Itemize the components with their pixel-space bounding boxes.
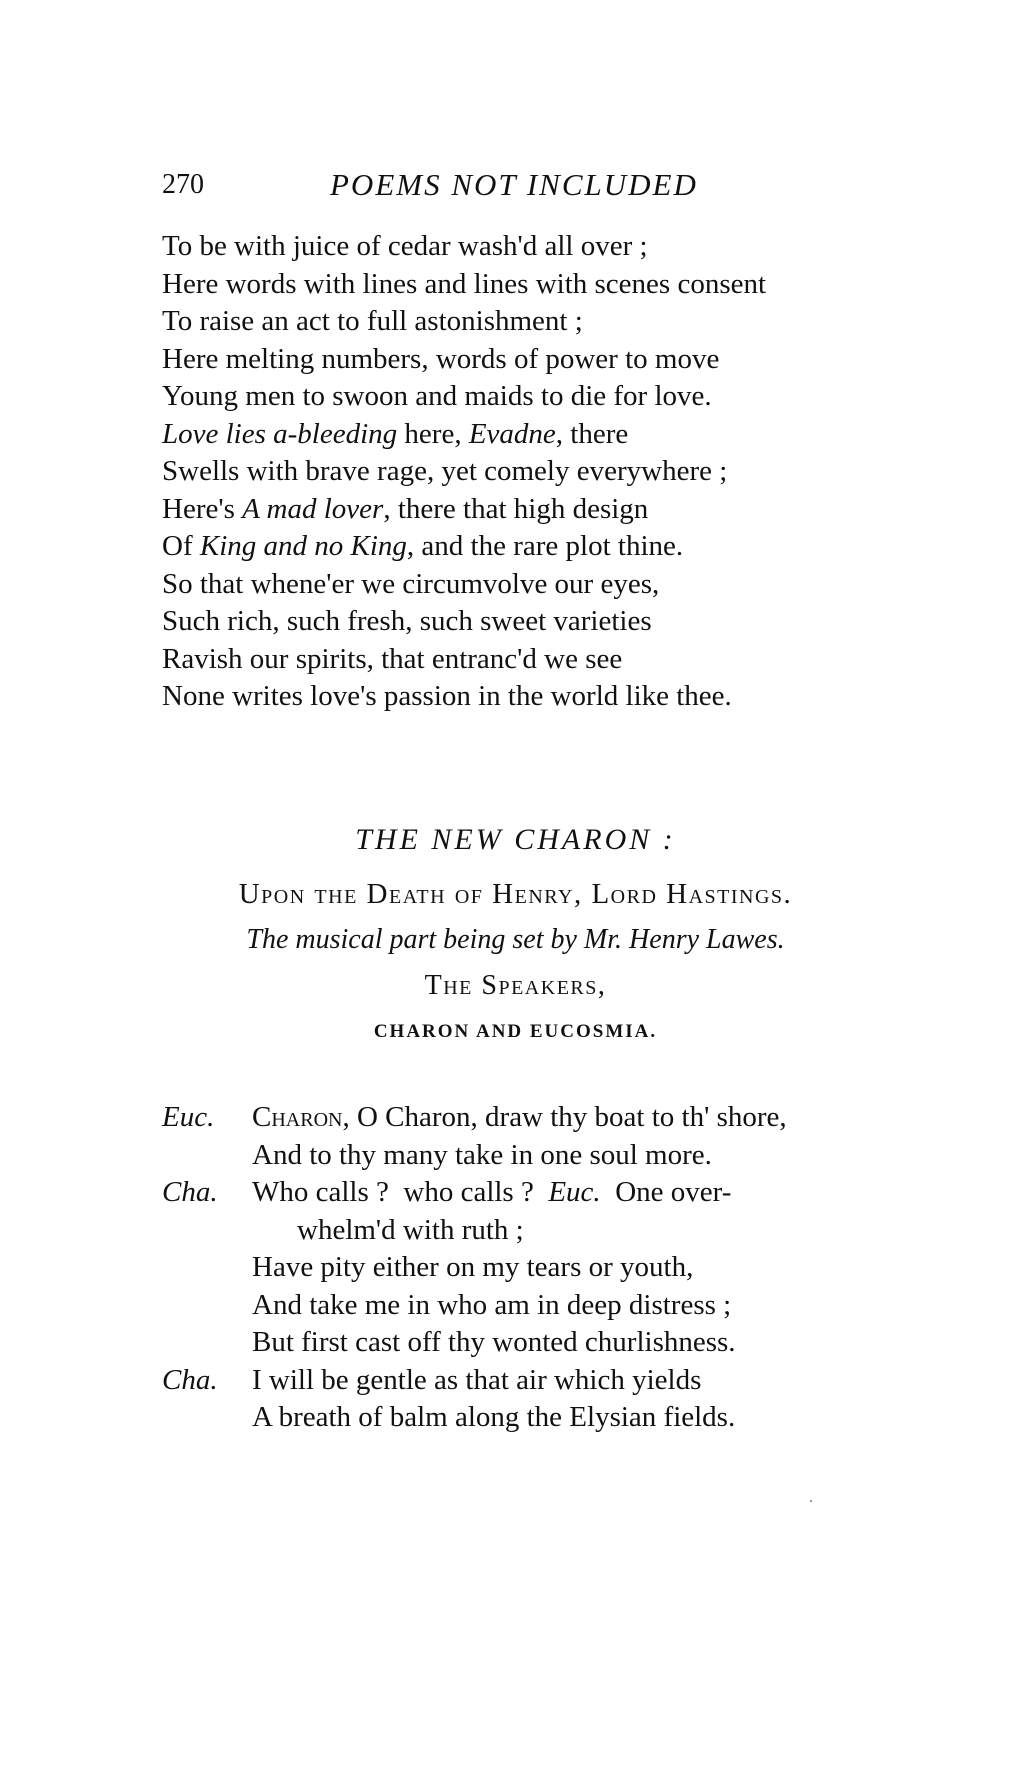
speakers-names: CHARON AND EUCOSMIA. bbox=[373, 1021, 658, 1042]
speech-text: But first cast off thy wonted churlishness. bbox=[252, 1326, 736, 1358]
speech-text: A breath of balm along the Elysian fields. bbox=[252, 1401, 736, 1433]
speaker-label: Cha. bbox=[162, 1363, 218, 1396]
speech-text bbox=[252, 1174, 731, 1212]
speech-fragment: Who calls ? who calls ? bbox=[252, 1176, 549, 1208]
dialogue-line bbox=[162, 1362, 902, 1400]
speaker-label: Cha. bbox=[162, 1176, 218, 1208]
verse-line: None writes love's passion in the world like thee. bbox=[162, 680, 732, 712]
play-title-love-lies-a-bleeding: Love lies a-bleeding bbox=[162, 417, 398, 450]
verse-line: Here melting numbers, words of power to move bbox=[162, 342, 720, 375]
dialogue-line bbox=[162, 1287, 902, 1325]
verse-line: To raise an act to full astonishment ; bbox=[162, 305, 583, 337]
verse-line bbox=[162, 416, 882, 454]
verse-text: , there bbox=[555, 417, 629, 450]
play-title-evadne: Evadne bbox=[468, 417, 556, 450]
play-title-king-and-no-king: King and no King bbox=[199, 530, 407, 562]
verse-line: Ravish our spirits, that entranc'd we see bbox=[162, 642, 623, 675]
speech-fragment: One over- bbox=[600, 1176, 732, 1208]
speech-text: And take me in who am in deep distress ; bbox=[252, 1288, 732, 1321]
speakers-heading: The Speakers, bbox=[424, 970, 607, 1001]
running-head bbox=[162, 165, 862, 205]
music-note: The musical part being set by Mr. Henry Lawes. bbox=[246, 924, 785, 955]
dialogue-line bbox=[162, 1212, 902, 1250]
speech-text: whelm'd with ruth ; bbox=[297, 1213, 524, 1246]
speech-text: Have pity either on my tears or youth, bbox=[252, 1251, 694, 1283]
verse-line: To be with juice of cedar wash'd all over ; bbox=[162, 230, 648, 262]
speaker-label: Euc. bbox=[162, 1101, 215, 1133]
verse-text: , there that high design bbox=[383, 492, 649, 525]
speaker-name-charon: Charon bbox=[252, 1101, 343, 1133]
poem-subtitle: Upon the Death of Henry, Lord Hastings. bbox=[238, 878, 793, 910]
scan-speck bbox=[810, 1500, 812, 1502]
dialogue-line bbox=[162, 1399, 902, 1437]
verse-line: Young men to swoon and maids to die for love. bbox=[162, 380, 712, 412]
verse-text: Here's bbox=[162, 492, 243, 525]
running-title: POEMS NOT INCLUDED bbox=[330, 167, 698, 202]
verse-text: here, bbox=[397, 417, 469, 450]
verse-text: , and the rare plot thine. bbox=[406, 530, 684, 562]
verse-line bbox=[162, 491, 882, 529]
speech-text bbox=[252, 1099, 787, 1137]
dialogue-line bbox=[162, 1249, 902, 1287]
dialogue-line bbox=[162, 1174, 902, 1212]
verse-line bbox=[162, 528, 882, 566]
play-title-a-mad-lover: A mad lover bbox=[242, 492, 384, 525]
page-number: 270 bbox=[162, 169, 204, 200]
dialogue-line bbox=[162, 1324, 902, 1362]
verse-line: So that whene'er we circumvolve our eyes, bbox=[162, 567, 660, 600]
dialogue-block bbox=[162, 1099, 902, 1437]
dialogue-line bbox=[162, 1099, 902, 1137]
speech-fragment: , O Charon, draw thy boat to th' shore, bbox=[342, 1101, 787, 1133]
verse-line: Swells with brave rage, yet comely everywhere ; bbox=[162, 455, 728, 487]
poem-title: THE NEW CHARON : bbox=[355, 823, 676, 856]
speech-text: I will be gentle as that air which yields bbox=[252, 1363, 702, 1396]
speaker-label-inline: Euc. bbox=[548, 1176, 601, 1208]
verse-text: Of bbox=[162, 530, 200, 562]
dialogue-line bbox=[162, 1137, 902, 1175]
verse-block bbox=[162, 228, 882, 716]
verse-line: Here words with lines and lines with scenes consent bbox=[162, 267, 767, 300]
verse-line: Such rich, such fresh, such sweet varieties bbox=[162, 605, 652, 637]
speech-text: And to thy many take in one soul more. bbox=[252, 1138, 712, 1171]
